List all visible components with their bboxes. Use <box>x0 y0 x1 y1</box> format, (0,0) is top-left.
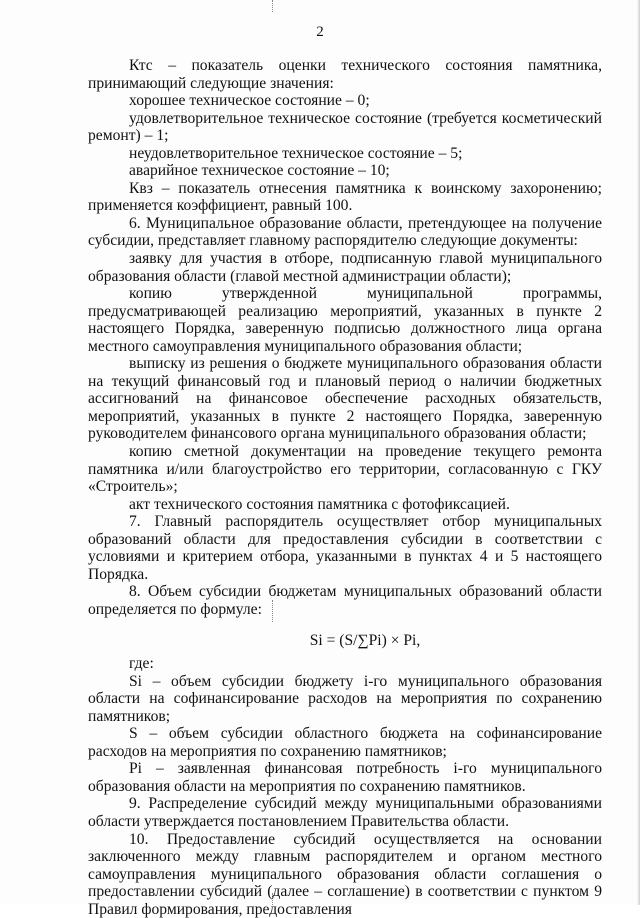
definition-pi: Pi – заявленная финансовая потребность i-го муниципального образования области на мероприятия по сохранению памятников. <box>88 760 602 795</box>
paragraph-ktc: Ктс – показатель оценки технического состояния памятника, принимающий следующие значения: <box>88 57 602 92</box>
paragraph-good-state: хорошее техническое состояние – 0; <box>129 92 370 110</box>
subsidy-formula: Si = (S/∑Pi) × Pi, <box>309 631 421 649</box>
paragraph-item-9: 9. Распределение субсидий между муниципальными образованиями области утверждается постановлением Правительства области. <box>88 795 602 830</box>
paragraph-kvz: Квз – показатель отнесения памятника к воинскому захоронению; применяется коэффициент, равный 100. <box>88 179 602 215</box>
fold-mark-top <box>272 0 273 12</box>
paragraph-item-10: 10. Предоставление субсидий осуществляется на основании заключенного между главным распорядителем и органом местного самоуправления муниципального образования области соглашения о предоставлении субсидий (далее – соглашение) в соответствии с пунктом 9 Правил формирования, предоставления <box>88 830 602 918</box>
paragraph-item-8: 8. Объем субсидии бюджетам муниципальных образований области определяется по формуле: <box>88 583 602 618</box>
paragraph-satisfactory-state: удовлетворительное техническое состояние (требуется косметический ремонт) – 1; <box>88 109 602 145</box>
definition-s: S – объем субсидии областного бюджета на софинансирование расходов на мероприятия по сохранению памятников; <box>88 725 602 760</box>
paragraph-condition-act: акт технического состояния памятника с фотофиксацией. <box>129 495 510 513</box>
paragraph-budget-extract: выписку из решения о бюджете муниципального образования области на текущий финансовый год и плановый период о наличии бюджетных ассигнований на финансовое обеспечение расходных обязательств, мероприятий, указанных в пункте 2 настоящего Порядка, заверенную руководителем финансового органа муниципального образования области; <box>88 355 602 443</box>
definition-si: Si – объем субсидии бюджету i-го муниципального образования области на софинансирование расходов на мероприятия по сохранению памятников; <box>88 672 602 725</box>
paragraph-program-copy: копию утвержденной муниципальной программы, предусматривающей реализацию мероприятий, указанных в пункте 2 настоящего Порядка, заверенную подписью должностного лица органа местного самоуправления муниципального образования области; <box>88 285 602 355</box>
document-body <box>88 57 602 918</box>
paragraph-item-6: 6. Муниципальное образование области, претендующее на получение субсидии, представляет главному распорядителю следующие документы: <box>88 214 602 250</box>
page-number: 2 <box>316 24 324 40</box>
where-label: где: <box>129 655 154 673</box>
paragraph-application: заявку для участия в отборе, подписанную главой муниципального образования области (главой местной администрации области); <box>88 250 602 285</box>
paragraph-unsatisfactory-state: неудовлетворительное техническое состояние – 5; <box>129 144 463 162</box>
paragraph-emergency-state: аварийное техническое состояние – 10; <box>129 162 390 180</box>
paragraph-estimate-copy: копию сметной документации на проведение текущего ремонта памятника и/или благоустройство его территории, согласованную с ГКУ «Строитель»; <box>88 443 602 496</box>
paragraph-item-7: 7. Главный распорядитель осуществляет отбор муниципальных образований области для предоставления субсидии в соответствии с условиями и критерием отбора, указанными в пунктах 4 и 5 настоящего Порядка. <box>88 513 602 583</box>
